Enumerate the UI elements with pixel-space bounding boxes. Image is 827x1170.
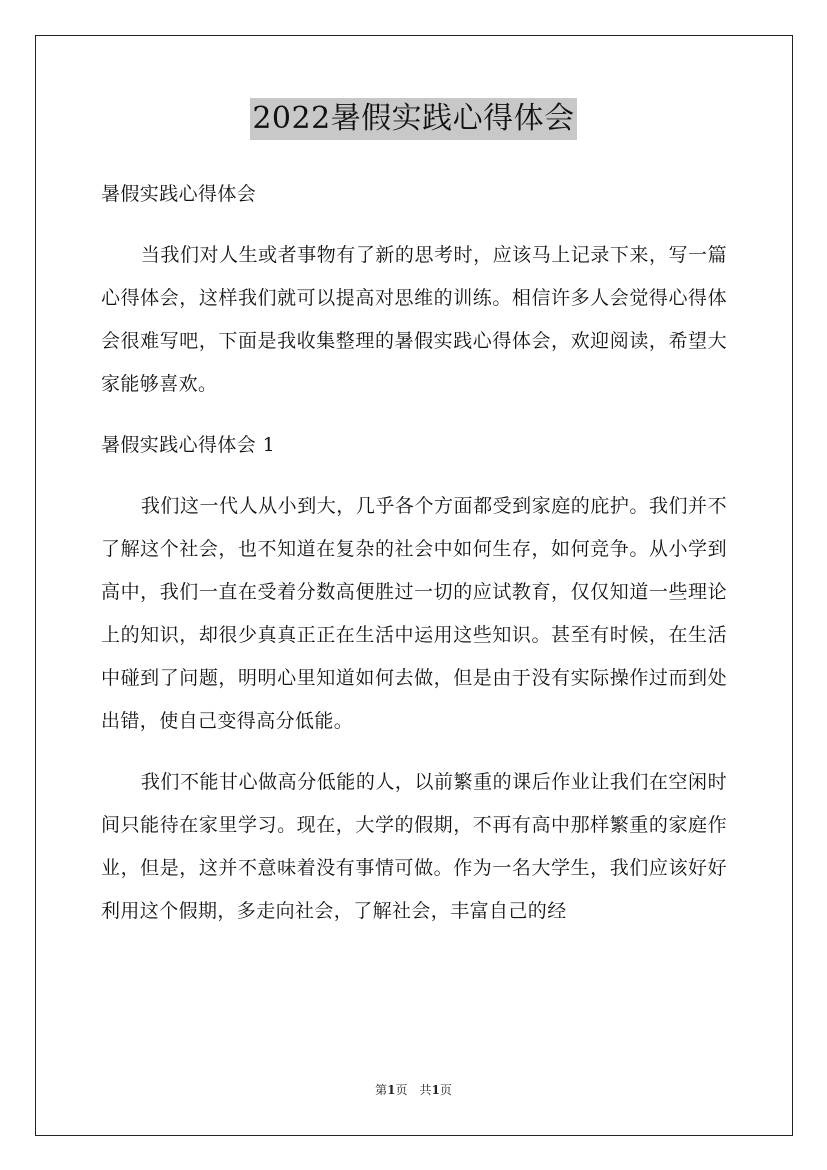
page-suffix: 页: [395, 1083, 408, 1097]
intro-paragraph: 当我们对人生或者事物有了新的思考时，应该马上记录下来，写一篇心得体会，这样我们就可以提高对思维的训练。相信许多人会觉得心得体会很难写吧，下面是我收集整理的暑假实践心得体会，欢迎阅读，希望大家能够喜欢。: [101, 244, 727, 395]
document-title: 2022暑假实践心得体会: [250, 98, 576, 140]
section-heading: 暑假实践心得体会 1: [101, 434, 276, 456]
page-current: 1: [387, 1083, 396, 1097]
page-total: 1: [431, 1083, 440, 1097]
page-footer: [0, 1082, 827, 1098]
total-suffix: 页: [439, 1083, 452, 1097]
body-paragraph-1: 我们这一代人从小到大，几乎各个方面都受到家庭的庇护。我们并不了解这个社会，也不知道在复杂的社会中如何生存，如何竞争。从小学到高中，我们一直在受着分数高便胜过一切的应试教育，仅仅知道一些理论上的知识，却很少真真正正在生活中运用这些知识。甚至有时候，在生活中碰到了问题，明明心里知道如何去做，但是由于没有实际操作过而到处出错，使自己变得高分低能。: [101, 495, 727, 732]
total-prefix: 共: [419, 1083, 432, 1097]
document-body: [101, 173, 727, 937]
title-container: [0, 98, 827, 140]
intro-heading: 暑假实践心得体会: [101, 183, 257, 205]
body-paragraph-2: 我们不能甘心做高分低能的人，以前繁重的课后作业让我们在空闲时间只能待在家里学习。现在，大学的假期，不再有高中那样繁重的家庭作业，但是，这并不意味着没有事情可做。作为一名大学生，我们应该好好利用这个假期，多走向社会，了解社会，丰富自己的经: [101, 771, 727, 922]
page-prefix: 第: [375, 1083, 388, 1097]
